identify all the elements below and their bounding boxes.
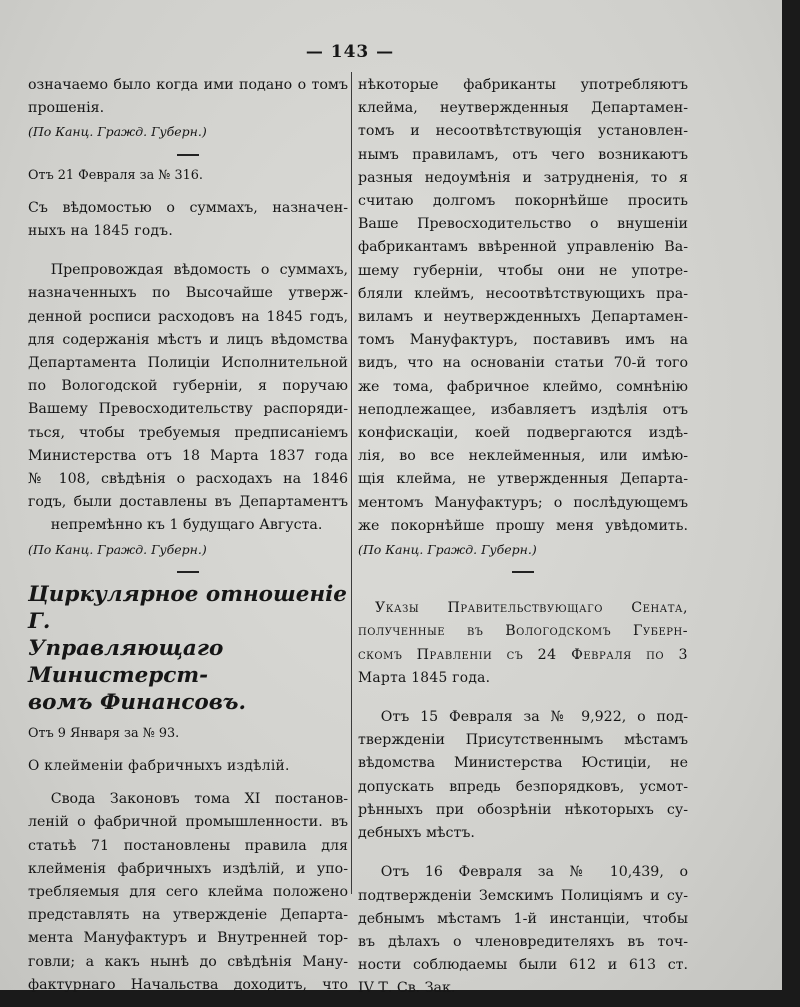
section-heading-line: скомъ Правленіи съ 24 Февраля по 3 bbox=[358, 646, 688, 663]
dateline: Отъ 9 Января за № 93. bbox=[28, 725, 180, 741]
circular-title bbox=[28, 581, 348, 716]
text-line: твержденіи Присутственнымъ мѣстамъ bbox=[358, 732, 688, 749]
text-line: ности соблюдаемы были 612 и 613 ст. bbox=[358, 957, 688, 974]
column-divider bbox=[351, 72, 352, 894]
text-line: въ дѣлахъ о членовредителяхъ въ точ- bbox=[358, 933, 688, 950]
text-line: виламъ и неутвержденныхъ Департамен- bbox=[358, 309, 688, 326]
text-line: видъ, что на основаніи статьи 70-й того bbox=[358, 355, 688, 372]
text-line: мента Мануфактуръ и Внутренней тор- bbox=[28, 930, 348, 947]
text-line: нѣкоторые фабриканты употребляютъ bbox=[358, 77, 688, 93]
text-line: щія клейма, не утвержденныя Департа- bbox=[358, 471, 688, 488]
text-line: означаемо было когда ими подано о томъ bbox=[28, 77, 348, 93]
text-line: статьѣ 71 постановлены правила для bbox=[28, 837, 348, 854]
text-line: леній о фабричной промышленности. въ bbox=[28, 814, 348, 831]
text-line: фактурнаго Начальства доходитъ, что bbox=[28, 976, 348, 993]
text-line: допускать впредь безпорядковъ, усмот- bbox=[358, 778, 688, 795]
text-line: рѣнныхъ при обозрѣніи нѣкоторыхъ су- bbox=[358, 801, 688, 818]
text-line: томъ и несоотвѣтствующія установлен- bbox=[358, 123, 688, 140]
text-line: прошенія. bbox=[28, 100, 105, 117]
text-line: клейма, неутвержденныя Департамен- bbox=[358, 100, 688, 117]
text-line: вѣдомства Министерства Юстиціи, не bbox=[358, 755, 688, 772]
text-line: разныя недоумѣнія и затрудненія, то я bbox=[358, 169, 688, 186]
text-line: конфискаціи, коей подвергаются издѣ- bbox=[358, 425, 688, 442]
left-column bbox=[28, 74, 348, 997]
text-line: подтвержденіи Земскимъ Полиціямъ и су- bbox=[358, 887, 688, 904]
text-line: же покорнѣйше прошу меня увѣдомить. bbox=[358, 517, 688, 534]
text-line: же тома, фабричное клеймо, сомнѣнію bbox=[358, 378, 688, 395]
text-line: фабрикантамъ ввѣренной управленію Ва- bbox=[358, 239, 688, 256]
dateline: Отъ 21 Февраля за № 316. bbox=[28, 167, 203, 183]
text-line: дебныхъ мѣстъ. bbox=[358, 825, 475, 842]
text-line: Отъ 15 Февраля за № 9,922, о под- bbox=[380, 709, 688, 726]
separator-dash bbox=[512, 571, 534, 573]
text-line: считаю долгомъ покорнѣйше просить bbox=[358, 193, 688, 210]
section-heading-line: Указы Правительствующаго Сената, bbox=[375, 600, 688, 617]
text-line: Свода Законовъ тома XI постанов- bbox=[50, 791, 348, 808]
text-line: Вашему Превосходительству распоряди- bbox=[28, 401, 348, 418]
text-line: IV Т. Св. Зак. bbox=[358, 980, 456, 997]
source-reference: (По Канц. Гражд. Губерн.) bbox=[358, 542, 537, 558]
text-line: для содержанія мѣстъ и лицъ вѣдомства bbox=[28, 331, 348, 348]
text-line: клейменія фабричныхъ издѣлій, и упо- bbox=[28, 860, 348, 877]
text-line: томъ Мануфактуръ, поставивъ имъ на bbox=[358, 332, 688, 349]
text-line: требляемыя для сего клейма положено bbox=[28, 884, 348, 901]
section-heading-line: полученные въ Вологодскомъ Губерн- bbox=[358, 623, 688, 640]
text-line: ться, чтобы требуемыя предписаніемъ bbox=[28, 424, 348, 441]
section-heading-line: Съ вѣдомостью о суммахъ, назначен- bbox=[28, 199, 348, 216]
text-line: Ваше Превосходительство о внушеніи bbox=[358, 216, 688, 233]
text-line: непремѣнно къ 1 будущаго Августа. bbox=[50, 517, 323, 534]
text-line: Департамента Полиціи Исполнительной bbox=[28, 355, 348, 372]
text-line: шему губерніи, чтобы они не употре- bbox=[358, 262, 688, 279]
text-line: дебнымъ мѣстамъ 1-й инстанціи, чтобы bbox=[358, 910, 688, 927]
source-reference: (По Канц. Гражд. Губерн.) bbox=[28, 124, 207, 140]
text-line: Препровождая вѣдомость о суммахъ, bbox=[50, 262, 348, 279]
text-line: годъ, были доставлены въ Департаментъ bbox=[28, 494, 348, 511]
section-heading-line: Марта 1845 года. bbox=[358, 669, 491, 686]
separator-dash bbox=[177, 571, 199, 573]
text-line: по Вологодской губерніи, я поручаю bbox=[28, 378, 348, 395]
text-line: бляли клеймъ, несоотвѣтствующихъ пра- bbox=[358, 285, 688, 302]
text-line: нымъ правиламъ, отъ чего возникаютъ bbox=[358, 146, 688, 163]
text-line: Отъ 16 Февраля за № 10,439, о bbox=[380, 864, 688, 881]
text-line: ментомъ Мануфактуръ; о послѣдующемъ bbox=[358, 494, 688, 511]
text-line: назначенныхъ по Высочайше утверж- bbox=[28, 285, 348, 302]
title-line: Циркулярное отношеніе Г. bbox=[28, 581, 347, 634]
source-reference: (По Канц. Гражд. Губерн.) bbox=[28, 541, 207, 557]
right-column bbox=[358, 74, 688, 1001]
text-line: лія, во все неклейменныя, или имѣю- bbox=[358, 448, 688, 465]
section-heading-line: ныхъ на 1845 годъ. bbox=[28, 223, 174, 240]
text-line: денной росписи расходовъ на 1845 годъ, bbox=[28, 308, 348, 325]
title-line: Управляющаго Министерст- bbox=[28, 635, 224, 688]
text-line: говли; а какъ нынѣ до свѣдѣнія Ману- bbox=[28, 953, 348, 970]
separator-dash bbox=[177, 154, 199, 156]
text-line: неподлежащее, избавляетъ издѣлія отъ bbox=[358, 401, 688, 418]
text-line: Министерства отъ 18 Марта 1837 года bbox=[28, 447, 348, 464]
page-number: — 143 — bbox=[305, 42, 395, 62]
title-line: вомъ Финансовъ. bbox=[28, 689, 246, 715]
text-line: № 108, свѣдѣнія о расходахъ на 1846 bbox=[28, 471, 348, 488]
text-line: представлять на утвержденіе Департа- bbox=[28, 907, 348, 924]
section-heading: О клейменіи фабричныхъ издѣлій. bbox=[28, 758, 290, 775]
